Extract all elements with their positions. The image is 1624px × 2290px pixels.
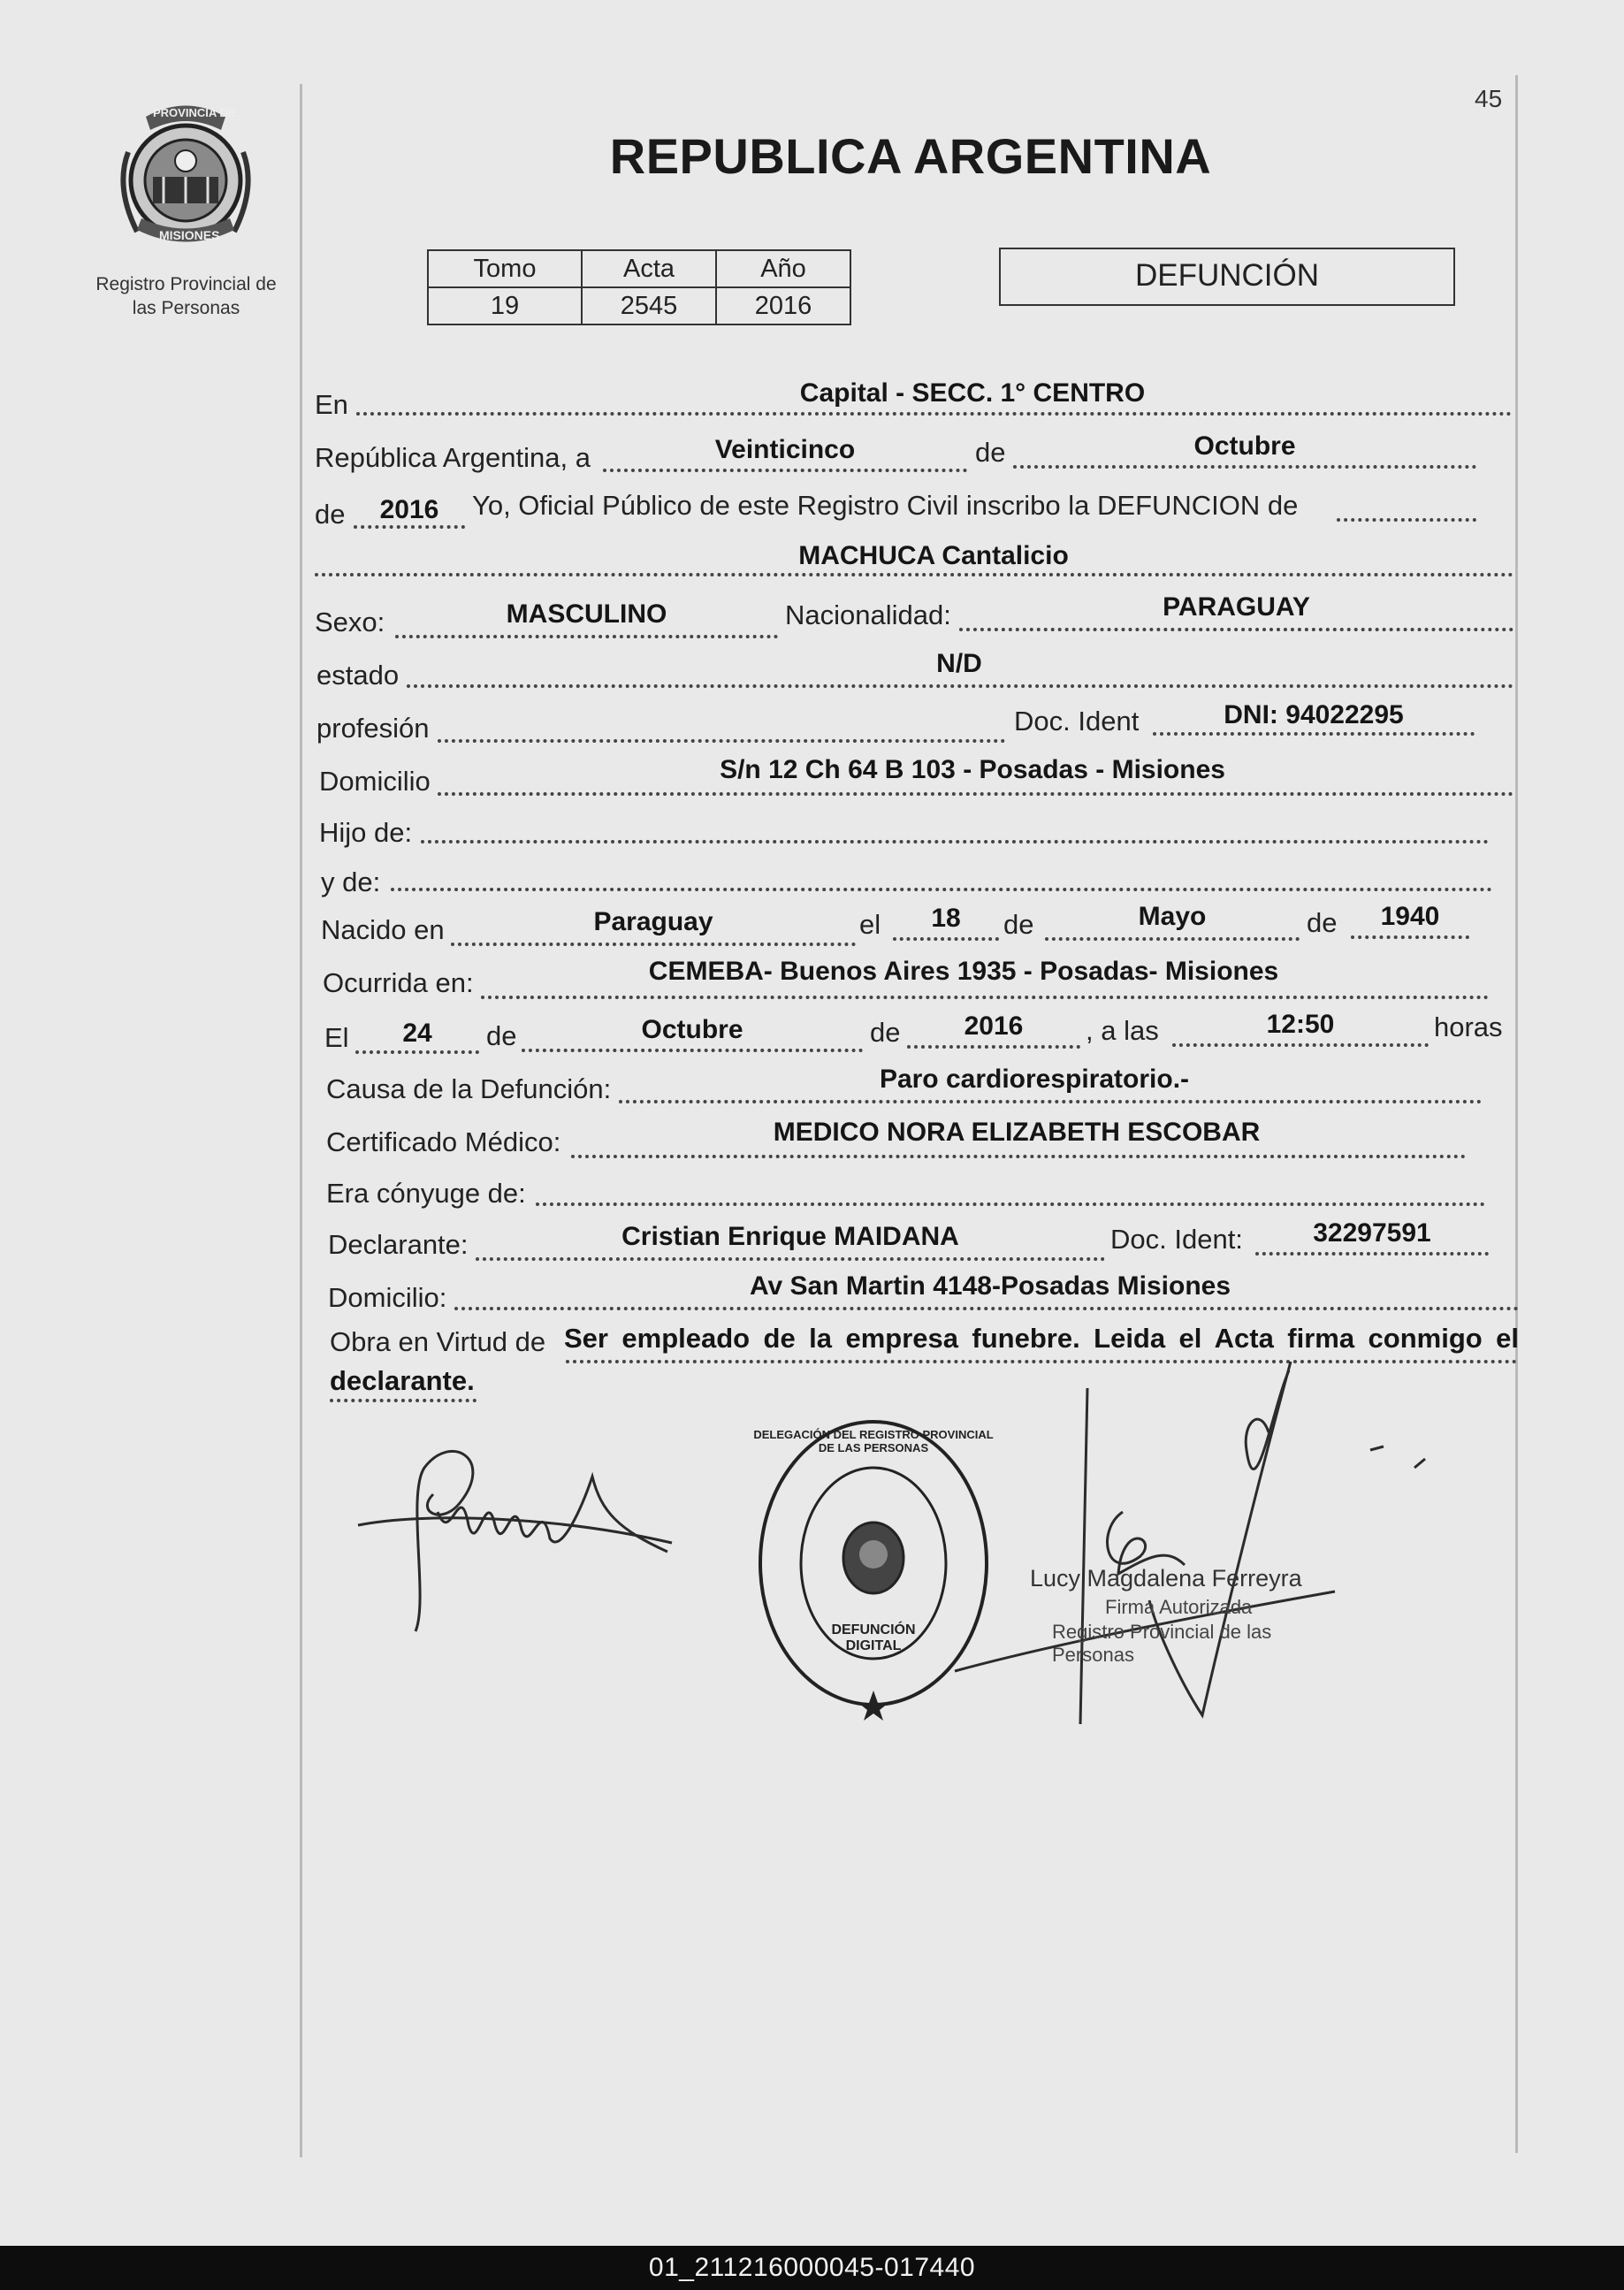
sexo-label: Sexo: [315, 607, 385, 637]
signatory-registry: Registro Provincial de las Personas [1052, 1621, 1272, 1666]
de-label-4: de [1307, 907, 1338, 938]
estado-label: estado [316, 660, 400, 691]
scan-id-footer: 01_211216000045-017440 [0, 2246, 1624, 2290]
certificado-value: MEDICO NORA ELIZABETH ESCOBAR [773, 1118, 1261, 1147]
death-time-value: 12:50 [1266, 1010, 1335, 1039]
en-value: Capital - SECC. 1° CENTRO [799, 378, 1146, 408]
a-las-label: , a las [1086, 1015, 1159, 1046]
act-type-box: DEFUNCIÓN [999, 248, 1455, 306]
obra-dotted-line-2 [330, 1399, 477, 1402]
death-month-value: Octubre [641, 1015, 743, 1044]
signatory-role: Firma Autorizada [1105, 1596, 1253, 1618]
obra-value-line1: Ser empleado de la empresa funebre. Leida el Acta firma conmigo el [564, 1323, 1519, 1354]
death-time-dotted-line [1172, 1043, 1429, 1047]
death-year-dotted-line [907, 1045, 1080, 1049]
El-label: El [324, 1022, 349, 1053]
ano-header: Año [716, 250, 850, 287]
provincial-seal [111, 99, 261, 254]
ocurrida-dotted-line [481, 996, 1489, 999]
conyuge-label: Era cónyuge de: [326, 1178, 526, 1209]
seal-text-bottom: MISIONES [159, 228, 220, 242]
nacido-value: Paraguay [593, 907, 713, 936]
registry-caption-line1: Registro Provincial de [95, 274, 277, 294]
declarant-signature [354, 1441, 690, 1645]
officer-dotted-line [1337, 518, 1476, 522]
registry-header-row [428, 250, 850, 287]
y-de-dotted-line [391, 888, 1492, 891]
officer-signature [919, 1353, 1414, 1751]
doc-ident-dotted-line [1153, 732, 1475, 736]
page-number: 45 [1475, 85, 1503, 112]
de-label-6: de [870, 1017, 901, 1048]
declarante-dotted-line [476, 1257, 1105, 1261]
republica-label: República Argentina, a [315, 442, 591, 473]
hijo-label: Hijo de: [319, 817, 413, 848]
domicilio-label: Domicilio [319, 766, 431, 797]
causa-dotted-line [619, 1100, 1482, 1103]
causa-label: Causa de la Defunción: [326, 1073, 612, 1104]
hijo-dotted-line [421, 840, 1489, 843]
ocurrida-label: Ocurrida en: [323, 967, 474, 998]
nacionalidad-value: PARAGUAY [1163, 592, 1310, 622]
deceased-name: MACHUCA Cantalicio [798, 541, 1069, 570]
de-label-5: de [486, 1020, 517, 1051]
stamp-inner-text: DEFUNCIÓN DIGITAL [831, 1622, 916, 1653]
doc-ident2-value: 32297591 [1313, 1218, 1431, 1248]
ocurrida-value: CEMEBA- Buenos Aires 1935 - Posadas- Misiones [648, 957, 1279, 986]
conyuge-dotted-line [536, 1202, 1485, 1206]
death-day-dotted-line [355, 1050, 479, 1054]
acta-header: Acta [582, 250, 716, 287]
obra-value-line2: declarante. [330, 1365, 475, 1396]
de-label-3: de [1003, 909, 1034, 940]
year-dotted-line [354, 525, 465, 529]
en-label: En [315, 389, 348, 420]
obra-label: Obra en Virtud de [330, 1326, 546, 1357]
nacido-dotted-line [451, 943, 856, 946]
ano-value: 2016 [716, 287, 850, 324]
doc-ident-label: Doc. Ident [1014, 706, 1140, 737]
sexo-dotted-line [395, 635, 778, 638]
registry-caption [78, 272, 294, 320]
signatory-name: Lucy Magdalena Ferreyra [1030, 1565, 1302, 1592]
death-month-dotted-line [522, 1049, 863, 1052]
stamp-outer-text: DELEGACIÓN DEL REGISTRO PROVINCIAL DE LAS PERSONAS [753, 1428, 994, 1454]
de-label-1: de [975, 437, 1006, 468]
sexo-value: MASCULINO [506, 599, 667, 629]
birth-day-dotted-line [893, 937, 999, 941]
domicilio2-label: Domicilio: [328, 1282, 447, 1313]
officer-text: Yo, Oficial Público de este Registro Civil inscribo la DEFUNCION de [472, 490, 1299, 521]
day-dotted-line [603, 469, 967, 472]
day-words-value: Veinticinco [714, 435, 856, 464]
doc-ident2-dotted-line [1255, 1252, 1489, 1256]
seal-text-top: PROVINCIA DE [153, 106, 236, 119]
tomo-header: Tomo [428, 250, 582, 287]
birth-month-value: Mayo [1138, 902, 1207, 931]
nacionalidad-label: Nacionalidad: [785, 599, 951, 630]
domicilio-dotted-line [438, 792, 1513, 796]
month-dotted-line [1013, 465, 1476, 469]
deceased-dotted-line [315, 573, 1513, 576]
birth-year-dotted-line [1351, 935, 1469, 939]
declarante-value: Cristian Enrique MAIDANA [621, 1222, 959, 1251]
death-year-value: 2016 [964, 1011, 1024, 1041]
birth-month-dotted-line [1045, 937, 1300, 941]
left-margin-line [300, 84, 302, 2157]
registry-value-row [428, 287, 850, 324]
registry-table [427, 249, 851, 325]
estado-value: N/D [936, 649, 982, 678]
nacido-label: Nacido en [321, 914, 445, 945]
profesion-label: profesión [316, 713, 430, 744]
certificado-label: Certificado Médico: [326, 1126, 561, 1157]
acta-value: 2545 [582, 287, 716, 324]
de-label-2: de [315, 499, 346, 530]
declarante-label: Declarante: [328, 1229, 469, 1260]
signature-block [1030, 1565, 1330, 1667]
en-dotted-line [356, 412, 1512, 416]
domicilio2-value: Av San Martin 4148-Posadas Misiones [749, 1271, 1231, 1301]
birth-day-value: 18 [931, 904, 961, 933]
month-value: Octubre [1193, 431, 1296, 461]
domicilio-value: S/n 12 Ch 64 B 103 - Posadas - Misiones [720, 755, 1225, 784]
right-margin-line [1515, 75, 1518, 2153]
el-label: el [859, 909, 881, 940]
causa-value: Paro cardiorespiratorio.- [879, 1065, 1190, 1094]
death-day-value: 24 [402, 1019, 432, 1048]
registry-caption-line2: las Personas [132, 298, 240, 318]
year-value: 2016 [379, 495, 439, 524]
page-title: REPUBLICA ARGENTINA [609, 128, 1212, 184]
tomo-value: 19 [428, 287, 582, 324]
domicilio2-dotted-line [454, 1307, 1519, 1310]
doc-ident2-label: Doc. Ident: [1110, 1224, 1243, 1255]
profesion-dotted-line [438, 739, 1005, 743]
horas-label: horas [1434, 1011, 1503, 1042]
doc-ident-value: DNI: 94022295 [1224, 700, 1404, 729]
nacionalidad-dotted-line [959, 628, 1513, 631]
birth-year-value: 1940 [1380, 902, 1440, 931]
estado-dotted-line [407, 684, 1513, 688]
certificado-dotted-line [571, 1155, 1466, 1158]
y-de-label: y de: [321, 866, 381, 897]
